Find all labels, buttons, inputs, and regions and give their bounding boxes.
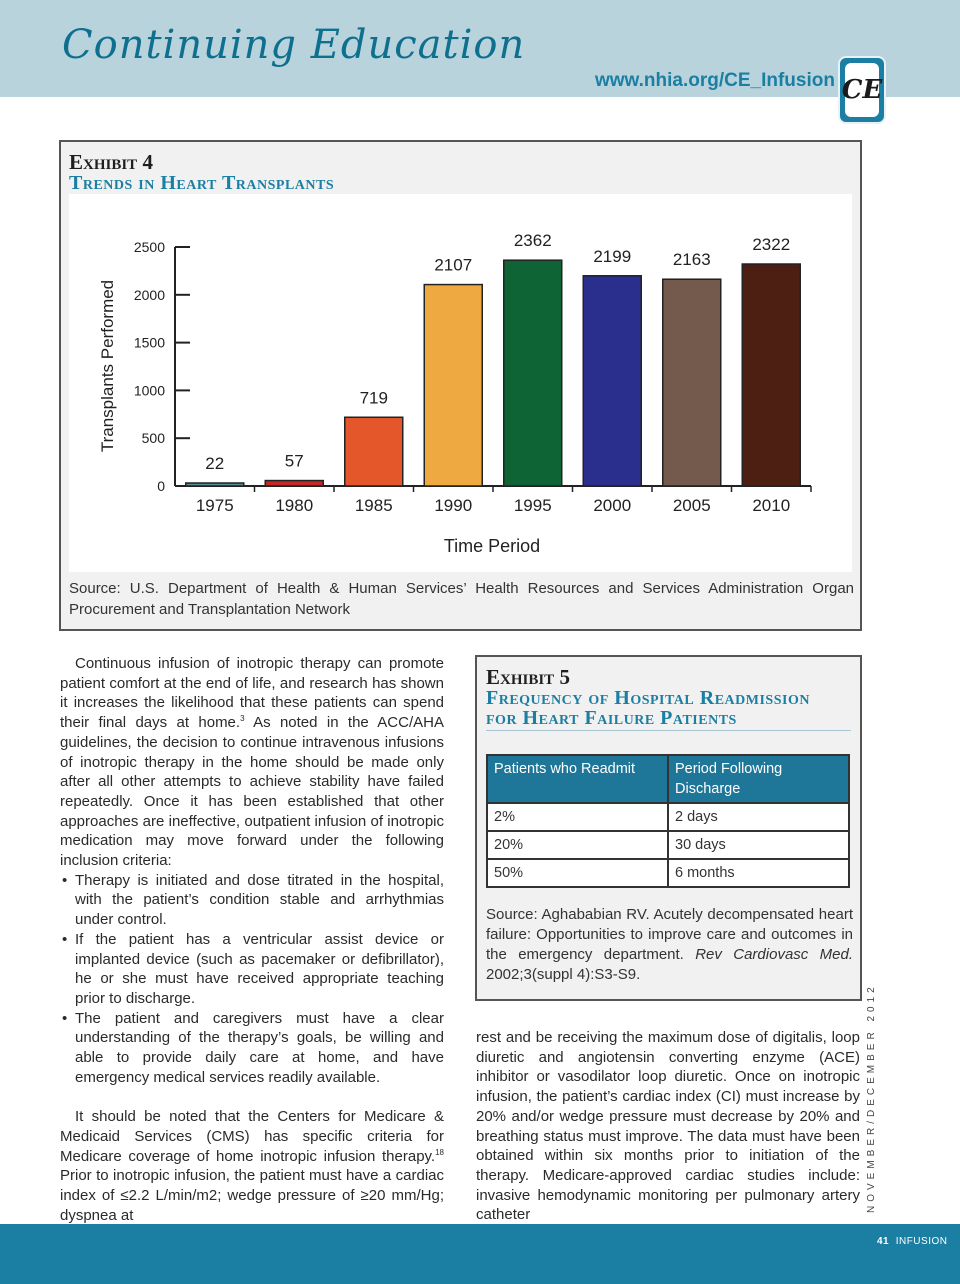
bar-1975 xyxy=(186,483,244,486)
page-number-value: 41 xyxy=(877,1236,890,1247)
bar-2005 xyxy=(663,279,721,486)
exhibit-4 xyxy=(59,140,862,631)
x-tick-label: 2005 xyxy=(672,496,711,515)
para1-text-cont: As noted in the ACC/AHA guidelines, the decision to continue intravenous infusions of inotropic therapy in the home should be made only after all other attempts to achieve stability have failed repeatedly. Once it has been established that other approaches are ineffective, outpatient infusion of inotropic medication may move forward under the following inclusion criteria: xyxy=(60,714,444,870)
page-footer xyxy=(0,1224,960,1284)
table-cell: 2% xyxy=(487,803,668,831)
bar-value-label: 719 xyxy=(359,388,388,408)
issue-date: NOVEMBER/DECEMBER 2012 xyxy=(866,983,877,1213)
y-tick-label: 1000 xyxy=(133,382,165,399)
bar-value-label: 2362 xyxy=(513,231,552,251)
bar-value-label: 2322 xyxy=(752,235,791,255)
list-item: • If the patient has a ventricular assist device or implanted device (such as pacemaker or defibrillator), he or she must have received appropriate teaching prior to discharge. xyxy=(60,930,444,1009)
section-title: Continuing Education xyxy=(62,22,526,68)
ce-logo-text: CE xyxy=(845,63,879,117)
exhibit-5-heading xyxy=(486,666,851,731)
y-axis-title: Transplants Performed xyxy=(98,279,117,453)
exhibit-5-title-line2: for Heart Failure Patients xyxy=(486,707,737,729)
para2-text: It should be noted that the Centers for Medicare & Medicaid Services (CMS) has specific criteria for Medicare coverage of home inotropic infusion therapy. xyxy=(60,1108,444,1165)
right-column xyxy=(476,1028,860,1225)
para2-text-cont: Prior to inotropic infusion, the patient must have a cardiac index of ≤2.2 L/min/m2; wedge pressure of ≥20 mm/Hg; dyspnea at xyxy=(60,1167,444,1224)
y-tick-label: 500 xyxy=(141,430,165,447)
chart-area xyxy=(69,194,852,572)
body-paragraph xyxy=(60,654,444,871)
table-cell: 2 days xyxy=(668,803,849,831)
table-cell: 6 months xyxy=(668,859,849,887)
footnote-ref: 3 xyxy=(240,714,245,724)
table-cell: 50% xyxy=(487,859,668,887)
table-header-cell: Period Following Discharge xyxy=(668,755,849,803)
exhibit-5-rule xyxy=(486,730,851,731)
left-column xyxy=(60,654,444,1225)
y-tick-label: 1500 xyxy=(133,334,165,351)
bar-2000 xyxy=(583,276,641,486)
exhibit-5-label: Exhibit 5 xyxy=(486,665,570,689)
bar-1980 xyxy=(265,481,323,486)
table-header-cell: Patients who Readmit xyxy=(487,755,668,803)
website-link[interactable]: www.nhia.org/CE_Infusion xyxy=(595,70,835,91)
x-tick-label: 1985 xyxy=(354,496,393,515)
bar-value-label: 57 xyxy=(284,451,304,471)
bar-1985 xyxy=(345,417,403,486)
readmission-table xyxy=(486,754,850,888)
exhibit-5-source-journal: Rev Cardiovasc Med. xyxy=(695,946,854,963)
footnote-ref: 18 xyxy=(435,1147,444,1157)
ce-logo-icon xyxy=(838,56,886,124)
exhibit-5 xyxy=(475,655,862,1001)
criteria-list xyxy=(60,871,444,1088)
exhibit-4-source: Source: U.S. Department of Health & Human Services’ Health Resources and Services Administration Organ Procurement and Transplantation Network xyxy=(69,580,854,618)
table-cell: 30 days xyxy=(668,831,849,859)
page-header xyxy=(0,0,960,97)
heart-transplant-bar-chart xyxy=(69,194,852,572)
list-item: • The patient and caregivers must have a clear understanding of the therapy’s goals, be willing and able to provide daily care at home, and have emergency medical services readily available. xyxy=(60,1009,444,1088)
list-item: • Therapy is initiated and dose titrated in the hospital, with the patient’s condition stable and arrhythmias under control. xyxy=(60,871,444,930)
page-number xyxy=(877,1236,947,1247)
table-header-row xyxy=(487,755,849,803)
exhibit-5-title-line1: Frequency of Hospital Readmission xyxy=(486,687,810,709)
x-tick-label: 1995 xyxy=(513,496,552,515)
bar-value-label: 2199 xyxy=(593,246,632,266)
x-tick-label: 1975 xyxy=(195,496,234,515)
bar-1990 xyxy=(424,285,482,486)
body-paragraph xyxy=(60,1107,444,1225)
bar-value-label: 22 xyxy=(205,454,225,473)
magazine-brand: INFUSION xyxy=(895,1236,948,1247)
table-row xyxy=(487,859,849,887)
x-tick-label: 1980 xyxy=(275,496,314,515)
x-tick-label: 1990 xyxy=(434,496,473,515)
y-tick-label: 2500 xyxy=(133,239,165,255)
bar-value-label: 2163 xyxy=(672,250,711,270)
x-tick-label: 2010 xyxy=(752,496,791,515)
x-axis-title: Time Period xyxy=(443,536,541,556)
para1-text: Continuous infusion of inotropic therapy can promote patient comfort at the end of life, and research has shown it increases the likelihood that these patients can spend their final days at home. xyxy=(60,655,444,732)
table-row xyxy=(487,831,849,859)
exhibit-5-source xyxy=(486,905,853,985)
exhibit-4-heading xyxy=(69,151,852,196)
y-tick-label: 2000 xyxy=(133,286,165,303)
exhibit-4-title: Trends in Heart Transplants xyxy=(69,172,335,194)
exhibit-4-label: Exhibit 4 xyxy=(69,150,153,174)
bar-value-label: 2107 xyxy=(434,255,473,275)
y-tick-label: 0 xyxy=(157,478,165,494)
bar-1995 xyxy=(504,260,562,486)
bar-2010 xyxy=(742,264,800,486)
table-row xyxy=(487,803,849,831)
body-paragraph: rest and be receiving the maximum dose of digitalis, loop diuretic and angiotensin converting enzyme (ACE) inhibitor or vasodilator loop diuretic. Once on inotropic infusion, the patient’s cardiac index (CI) must increase by 20% and/or wedge pressure must decrease by 20% and breathing status must improve. The data must have been obtained within six months prior to initiation of the therapy. Medicare-approved cardiac studies include: invasive hemodynamic monitoring per pulmonary artery catheter xyxy=(476,1029,860,1224)
exhibit-5-source-cite: 2002;3(suppl 4):S3-S9. xyxy=(486,966,641,983)
exhibit-5-source-text: Source: Aghababian RV. Acutely decompensated heart failure: Opportunities to improve care and outcomes in the emergency department. xyxy=(486,906,853,963)
table-cell: 20% xyxy=(487,831,668,859)
x-tick-label: 2000 xyxy=(593,496,632,515)
